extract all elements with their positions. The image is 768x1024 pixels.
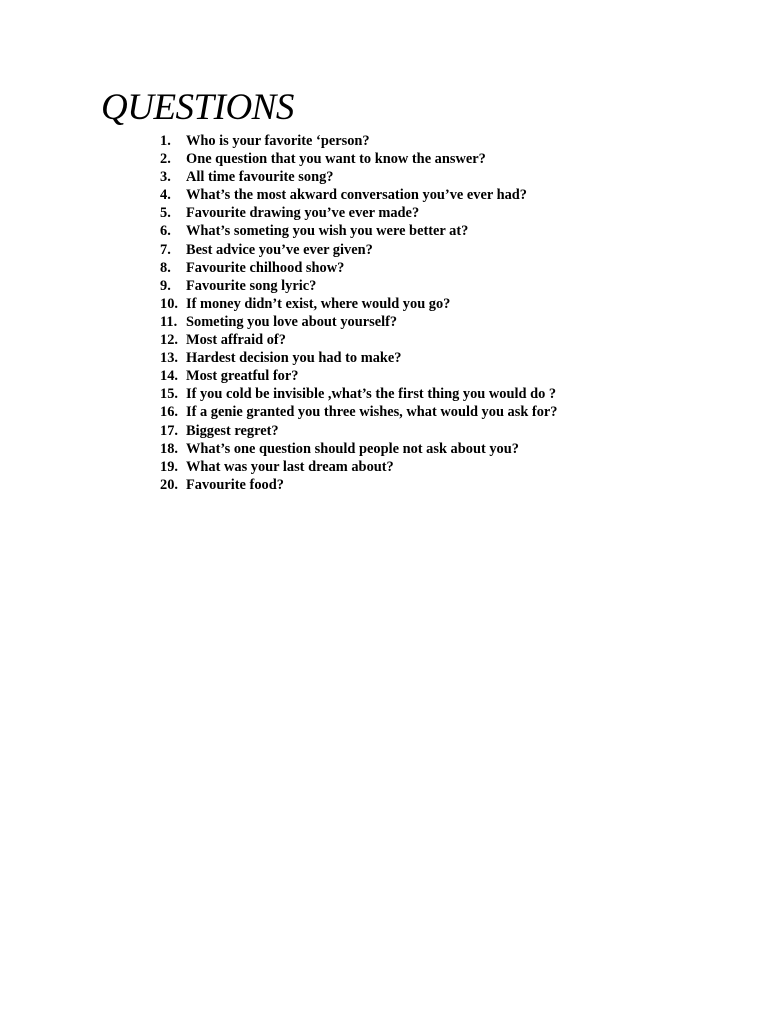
question-number: 12. [160, 332, 178, 349]
question-item [160, 440, 558, 458]
question-item [160, 277, 558, 295]
question-text: If a genie granted you three wishes, what would you ask for? [186, 404, 558, 421]
question-item [160, 349, 558, 367]
question-number: 3. [160, 169, 171, 186]
question-item [160, 204, 558, 222]
question-text: What’s the most akward conversation you’ve ever had? [186, 187, 527, 204]
page-title: QUESTIONS [101, 87, 294, 128]
question-text: What was your last dream about? [186, 458, 394, 475]
question-item [160, 295, 558, 313]
question-item [160, 458, 558, 476]
question-text: All time favourite song? [186, 169, 334, 186]
question-text: Favourite food? [186, 476, 284, 493]
question-text: What’s one question should people not ask about you? [186, 440, 519, 457]
question-item [160, 422, 558, 440]
question-text: Who is your favorite ‘person? [186, 133, 370, 149]
question-text: Favourite song lyric? [186, 277, 317, 294]
question-number: 4. [160, 187, 171, 204]
questions-list [160, 132, 558, 494]
question-number: 16. [160, 404, 178, 421]
question-number: 1. [160, 133, 171, 149]
question-number: 13. [160, 350, 178, 367]
question-text: Favourite chilhood show? [186, 259, 345, 276]
question-number: 5. [160, 205, 171, 222]
question-item [160, 313, 558, 331]
question-item [160, 367, 558, 385]
question-text: Biggest regret? [186, 422, 279, 439]
question-item [160, 222, 558, 240]
question-item [160, 168, 558, 186]
question-text: One question that you want to know the answer? [186, 151, 486, 168]
question-text: If you cold be invisible ,what’s the first thing you would do ? [186, 386, 557, 403]
question-text: Favourite drawing you’ve ever made? [186, 205, 420, 222]
question-text: Someting you love about yourself? [186, 313, 398, 330]
question-item [160, 476, 558, 494]
question-item [160, 150, 558, 168]
question-item [160, 241, 558, 259]
question-number: 11. [160, 313, 178, 330]
question-item [160, 186, 558, 204]
question-number: 9. [160, 277, 171, 294]
question-text: If money didn’t exist, where would you go? [186, 295, 451, 312]
question-text: Most affraid of? [186, 332, 286, 349]
question-text: Best advice you’ve ever given? [186, 241, 373, 258]
question-number: 15. [160, 386, 178, 403]
question-number: 2. [160, 151, 171, 168]
question-text: Hardest decision you had to make? [186, 350, 402, 367]
question-number: 10. [160, 295, 178, 312]
question-number: 6. [160, 223, 171, 240]
question-text: Most greatful for? [186, 368, 299, 385]
question-number: 7. [160, 241, 171, 258]
question-item [160, 331, 558, 349]
question-number: 19. [160, 458, 178, 475]
question-item [160, 385, 558, 403]
question-text: What’s someting you wish you were better at? [186, 223, 469, 240]
question-item [160, 132, 558, 150]
question-number: 14. [160, 368, 178, 385]
question-number: 8. [160, 259, 171, 276]
question-number: 17. [160, 422, 178, 439]
question-item [160, 259, 558, 277]
question-item [160, 403, 558, 421]
question-number: 20. [160, 476, 178, 493]
question-number: 18. [160, 440, 178, 457]
